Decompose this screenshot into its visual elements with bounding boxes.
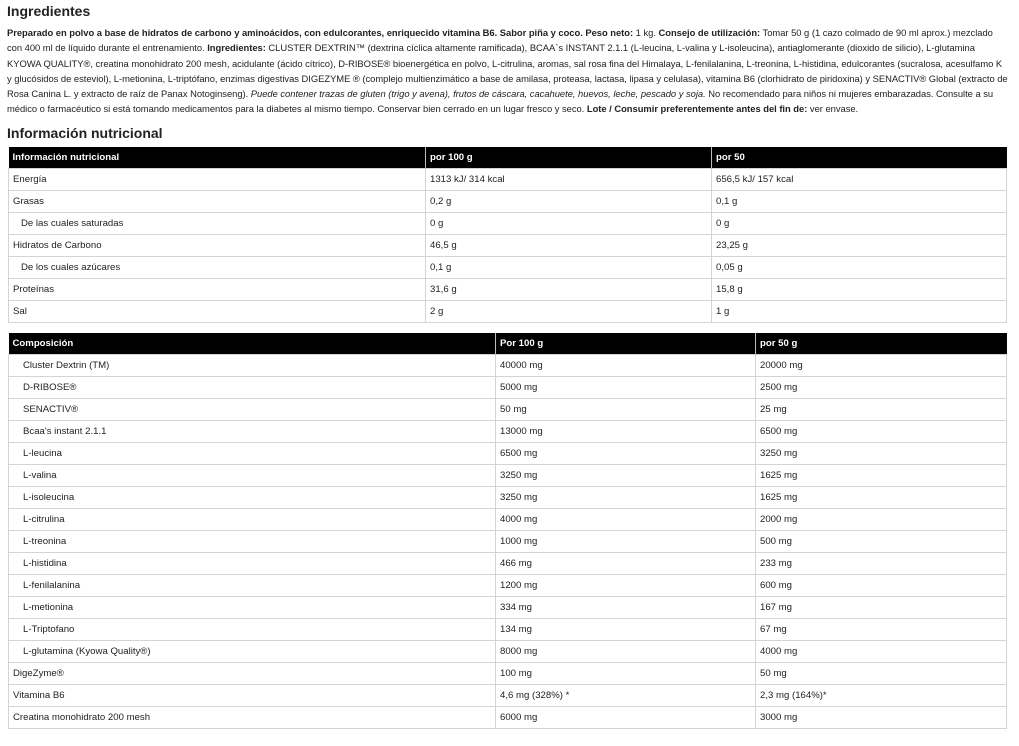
component-per100: 13000 mg	[496, 420, 756, 442]
component-per50: 2000 mg	[756, 508, 1007, 530]
table-row	[9, 212, 1007, 234]
component-per100: 50 mg	[496, 398, 756, 420]
component-per100: 4000 mg	[496, 508, 756, 530]
nutrition-header-nutrient: Información nutricional	[9, 147, 426, 169]
usage-warnings: No recomendado para niños ni mujeres embarazadas. Consulte a su médico o farmacéutico si está tomando medicamentos para la diabetes al mismo tiempo. Conservar bien cerrado en un lugar fresco y seco.	[7, 88, 994, 115]
table-row	[9, 662, 1007, 684]
nutrient-name: De las cuales saturadas	[9, 212, 426, 234]
table-row	[9, 486, 1007, 508]
nutrition-table	[8, 147, 1007, 323]
composition-header-component: Composición	[9, 333, 496, 355]
component-per50: 167 mg	[756, 596, 1007, 618]
component-per100: 466 mg	[496, 552, 756, 574]
nutrient-per50: 15,8 g	[712, 278, 1007, 300]
component-per50: 500 mg	[756, 530, 1007, 552]
component-per100: 6500 mg	[496, 442, 756, 464]
nutrient-per50: 656,5 kJ/ 157 kcal	[712, 168, 1007, 190]
composition-header-per50: por 50 g	[756, 333, 1007, 355]
nutrient-per100: 31,6 g	[426, 278, 712, 300]
batch-label: Lote / Consumir preferentemente antes del fin de:	[586, 103, 808, 115]
nutrient-name: Hidratos de Carbono	[9, 234, 426, 256]
component-per50: 2,3 mg (164%)*	[756, 684, 1007, 706]
nutrient-per100: 0,2 g	[426, 190, 712, 212]
component-per50: 3250 mg	[756, 442, 1007, 464]
nutrient-per50: 23,25 g	[712, 234, 1007, 256]
table-row	[9, 256, 1007, 278]
ingredients-paragraph	[7, 25, 1012, 117]
component-per50: 67 mg	[756, 618, 1007, 640]
allergen-warning: Puede contener trazas de gluten (trigo y avena), frutos de cáscara, cacahuete, huevos, leche, pescado y soja.	[250, 88, 706, 100]
table-row	[9, 706, 1007, 728]
component-name: D-RIBOSE®	[9, 376, 496, 398]
composition-table	[8, 333, 1007, 729]
component-name: L-glutamina (Kyowa Quality®)	[9, 640, 496, 662]
component-name: DigeZyme®	[9, 662, 496, 684]
table-row	[9, 168, 1007, 190]
component-per100: 334 mg	[496, 596, 756, 618]
component-name: Bcaa's instant 2.1.1	[9, 420, 496, 442]
nutrient-per50: 1 g	[712, 300, 1007, 322]
nutrition-header-per100: por 100 g	[426, 147, 712, 169]
component-name: L-Triptofano	[9, 618, 496, 640]
component-name: L-citrulina	[9, 508, 496, 530]
table-row	[9, 684, 1007, 706]
usage-advice-label: Consejo de utilización:	[658, 27, 761, 38]
nutrient-per100: 46,5 g	[426, 234, 712, 256]
nutrient-per50: 0,1 g	[712, 190, 1007, 212]
component-per50: 4000 mg	[756, 640, 1007, 662]
component-name: Cluster Dextrin (TM)	[9, 354, 496, 376]
component-name: L-isoleucina	[9, 486, 496, 508]
component-name: L-fenilalanina	[9, 574, 496, 596]
nutrition-header-per50: por 50	[712, 147, 1007, 169]
nutrient-name: Energía	[9, 168, 426, 190]
component-per50: 50 mg	[756, 662, 1007, 684]
product-description: Preparado en polvo a base de hidratos de carbono y aminoácidos, con edulcorantes, enriquecido vitamina B6. Sabor piña y coco. Peso neto:	[7, 27, 634, 38]
net-weight: 1 kg.	[633, 27, 659, 38]
component-name: L-histidina	[9, 552, 496, 574]
nutrient-per100: 0 g	[426, 212, 712, 234]
component-per50: 1625 mg	[756, 486, 1007, 508]
component-per100: 3250 mg	[496, 464, 756, 486]
table-row	[9, 376, 1007, 398]
nutrient-per50: 0,05 g	[712, 256, 1007, 278]
nutrient-name: De los cuales azúcares	[9, 256, 426, 278]
nutrient-per100: 0,1 g	[426, 256, 712, 278]
component-name: Creatina monohidrato 200 mesh	[9, 706, 496, 728]
ingredients-label: Ingredientes:	[207, 42, 266, 54]
nutrient-per100: 1313 kJ/ 314 kcal	[426, 168, 712, 190]
nutrient-name: Sal	[9, 300, 426, 322]
component-per100: 134 mg	[496, 618, 756, 640]
component-per100: 100 mg	[496, 662, 756, 684]
component-per50: 1625 mg	[756, 464, 1007, 486]
table-row	[9, 354, 1007, 376]
table-row	[9, 464, 1007, 486]
component-name: L-valina	[9, 464, 496, 486]
component-per50: 3000 mg	[756, 706, 1007, 728]
table-row	[9, 552, 1007, 574]
component-per100: 5000 mg	[496, 376, 756, 398]
nutrient-per50: 0 g	[712, 212, 1007, 234]
table-row	[9, 398, 1007, 420]
nutrient-name: Proteínas	[9, 278, 426, 300]
table-row	[9, 278, 1007, 300]
component-name: L-metionina	[9, 596, 496, 618]
nutrient-per100: 2 g	[426, 300, 712, 322]
table-row	[9, 640, 1007, 662]
component-per100: 3250 mg	[496, 486, 756, 508]
nutrient-name: Grasas	[9, 190, 426, 212]
table-row	[9, 618, 1007, 640]
component-per100: 4,6 mg (328%) *	[496, 684, 756, 706]
component-per100: 1000 mg	[496, 530, 756, 552]
component-name: Vitamina B6	[9, 684, 496, 706]
component-per100: 1200 mg	[496, 574, 756, 596]
ingredients-heading: Ingredientes	[7, 3, 91, 19]
ingredients-list: CLUSTER DEXTRIN™ (dextrina cíclica altamente ramificada), BCAA`s INSTANT 2.1.1 (L-leucina, L-valina y L-isoleucina), antiaglomerante (dioxido de silicio), L-glutamina KYOWA QUALITY®, creatina monohidrato 200 mesh, acidulante (ácido cítrico), D-RIBOSE® bioenergética en polvo, L-citrulina, aromas, sal rosa fina del Himalaya, L-fenilalanina, L-treonina, L-histidina, edulcorantes (sucralosa, acesulfamo K y glucósidos de esteviol), L-metionina, L-triptófano, enzimas digestivas DIGEZYME ® (complejo multienzimático a base de amilasa, proteasa, lactasa, lipasa y celulasa), vitamina B6 (clorhidrato de piridoxina) y SENACTIV® Global (extracto de Rosa Canina L. y extracto de raíz de Panax Notoginseng).	[7, 42, 1008, 100]
nutrition-header-row	[9, 147, 1007, 169]
composition-header-row	[9, 333, 1007, 355]
table-row	[9, 190, 1007, 212]
component-per50: 6500 mg	[756, 420, 1007, 442]
table-row	[9, 508, 1007, 530]
component-per50: 20000 mg	[756, 354, 1007, 376]
usage-advice-text: Tomar 50 g (1 cazo colmado de 90 ml aprox.) mezclado con 400 ml de líquido durante el entrenamiento.	[7, 27, 993, 54]
composition-header-per100: Por 100 g	[496, 333, 756, 355]
component-per100: 8000 mg	[496, 640, 756, 662]
batch-value: ver envase.	[807, 103, 859, 115]
table-row	[9, 530, 1007, 552]
component-per100: 40000 mg	[496, 354, 756, 376]
component-per100: 6000 mg	[496, 706, 756, 728]
component-name: L-leucina	[9, 442, 496, 464]
table-row	[9, 420, 1007, 442]
table-row	[9, 442, 1007, 464]
component-per50: 2500 mg	[756, 376, 1007, 398]
table-row	[9, 234, 1007, 256]
table-row	[9, 300, 1007, 322]
component-per50: 233 mg	[756, 552, 1007, 574]
nutrition-heading: Información nutricional	[7, 124, 163, 141]
component-per50: 600 mg	[756, 574, 1007, 596]
component-per50: 25 mg	[756, 398, 1007, 420]
component-name: L-treonina	[9, 530, 496, 552]
table-row	[9, 596, 1007, 618]
table-row	[9, 574, 1007, 596]
component-name: SENACTIV®	[9, 398, 496, 420]
